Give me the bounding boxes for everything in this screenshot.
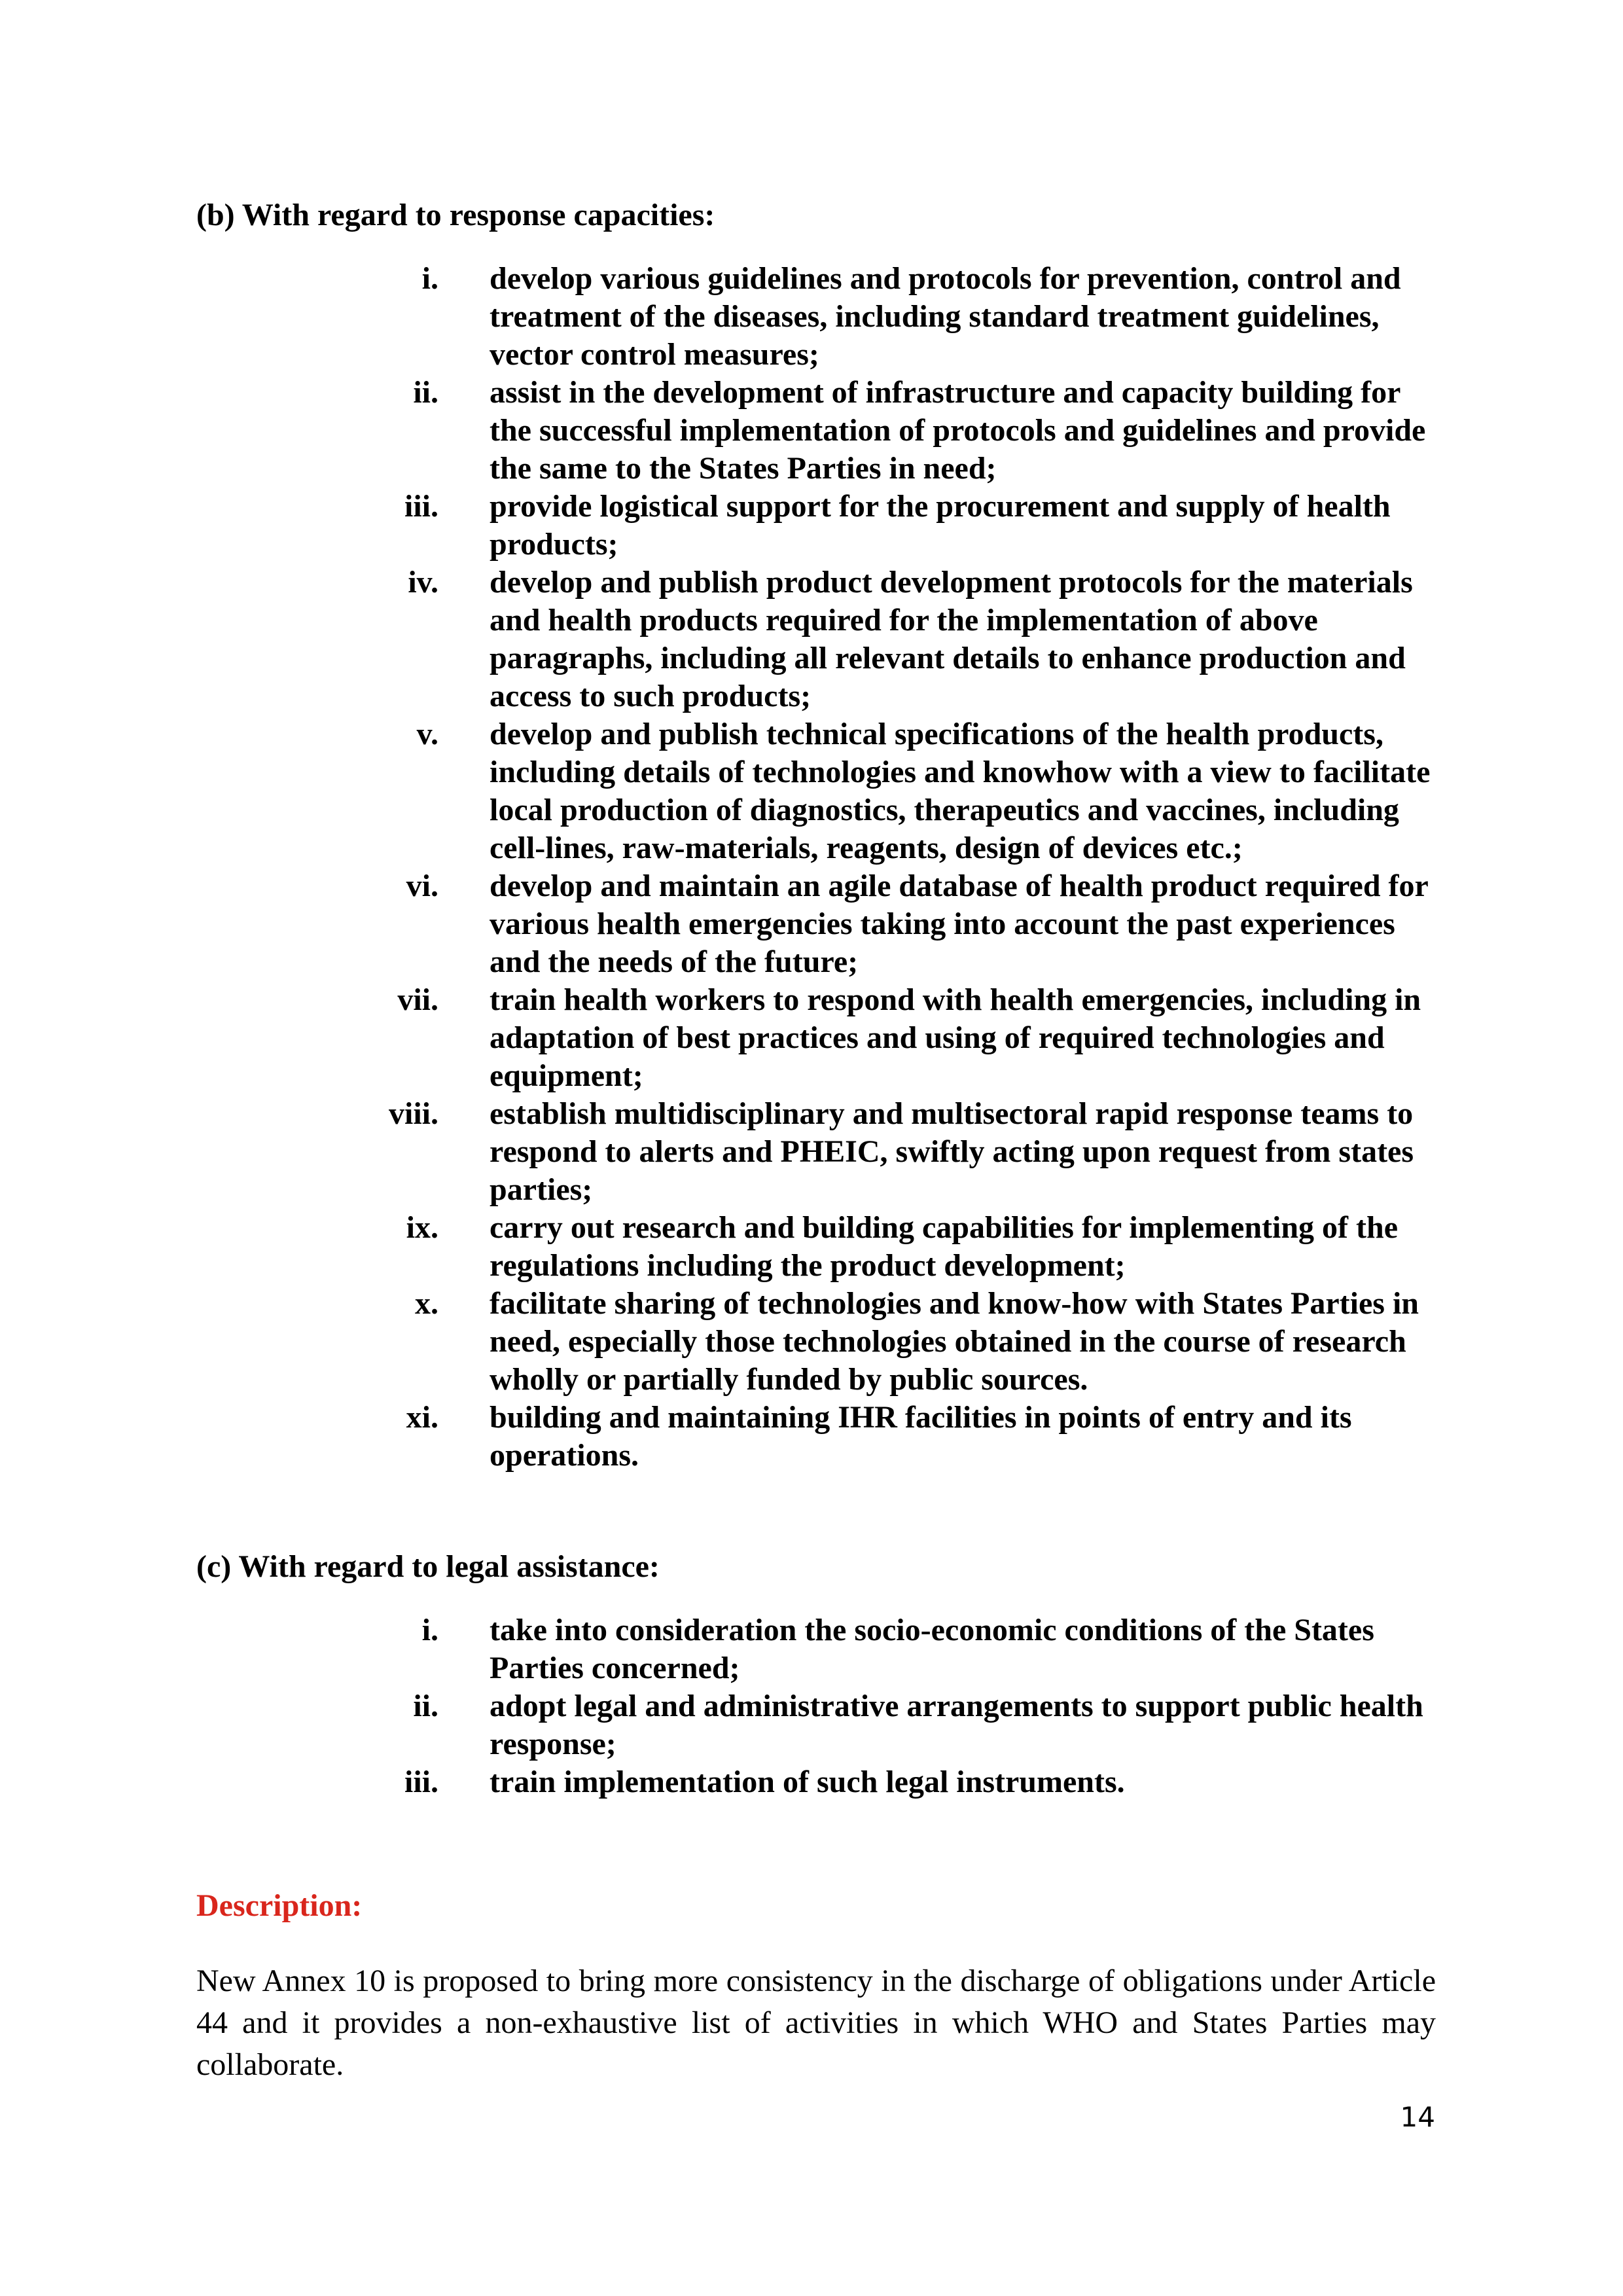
list-item [366, 488, 1440, 564]
page-number: 14 [1400, 2101, 1435, 2133]
list-item-text: train implementation of such legal instruments. [490, 1765, 1125, 1799]
list-item-text: carry out research and building capabilities for implementing of the regulations including the product development; [490, 1210, 1398, 1283]
section-c-list [366, 1611, 1440, 1801]
section-c-heading: (c) With regard to legal assistance: [196, 1549, 660, 1584]
list-item-number: i. [421, 261, 438, 296]
list-item-number: ii. [413, 375, 438, 410]
list-item [366, 1611, 1440, 1687]
list-item-text: develop and publish product development protocols for the materials and health products required for the implementation of above paragraphs, including all relevant details to enhance production and access to such products; [490, 565, 1413, 713]
list-item-number: i. [421, 1613, 438, 1647]
list-item-number: viii. [388, 1096, 438, 1131]
list-item [366, 1095, 1440, 1209]
section-b-list [366, 260, 1440, 1475]
list-item-text: facilitate sharing of technologies and know-how with States Parties in need, especially those technologies obtained in the course of research wholly or partially funded by public sources. [490, 1286, 1419, 1397]
list-item [366, 564, 1440, 715]
list-item-text: assist in the development of infrastructure and capacity building for the successful implementation of protocols and guidelines and provide the same to the States Parties in need; [490, 375, 1426, 486]
list-item-text: develop various guidelines and protocols for prevention, control and treatment of the diseases, including standard treatment guidelines, vector control measures; [490, 261, 1401, 372]
list-item-number: ii. [413, 1689, 438, 1723]
description-paragraph: New Annex 10 is proposed to bring more consistency in the discharge of obligations under Article 44 and it provides a non-exhaustive list of activities in which WHO and States Parties may collaborate. [196, 1964, 1436, 2082]
list-item-text: train health workers to respond with health emergencies, including in adaptation of best practices and using of required technologies and equipment; [490, 982, 1421, 1093]
list-item [366, 867, 1440, 981]
list-item [366, 715, 1440, 867]
list-item [366, 1285, 1440, 1399]
list-item-number: iii. [404, 1765, 438, 1799]
list-item-number: ix. [406, 1210, 438, 1245]
list-item-number: iv. [408, 565, 438, 600]
list-item-text: develop and maintain an agile database of health product required for various health emergencies taking into account the past experiences and the needs of the future; [490, 869, 1428, 979]
list-item-number: vi. [406, 869, 438, 903]
list-item-text: take into consideration the socio-economic conditions of the States Parties concerned; [490, 1613, 1374, 1685]
list-item [366, 260, 1440, 374]
list-item [366, 1687, 1440, 1763]
list-item [366, 374, 1440, 488]
list-item-number: xi. [406, 1400, 438, 1435]
list-item-number: x. [415, 1286, 438, 1321]
list-item-number: v. [416, 717, 438, 751]
list-item-text: building and maintaining IHR facilities in points of entry and its operations. [490, 1400, 1352, 1473]
list-item [366, 981, 1440, 1095]
section-b-heading: (b) With regard to response capacities: [196, 198, 715, 232]
list-item-number: vii. [397, 982, 438, 1017]
list-item [366, 1209, 1440, 1285]
list-item-text: provide logistical support for the procurement and supply of health products; [490, 489, 1391, 562]
list-item-text: establish multidisciplinary and multisectoral rapid response teams to respond to alerts and PHEIC, swiftly acting upon request from states parties; [490, 1096, 1414, 1207]
list-item [366, 1763, 1440, 1801]
list-item [366, 1399, 1440, 1475]
list-item-text: develop and publish technical specifications of the health products, including details of technologies and knowhow with a view to facilitate local production of diagnostics, therapeutics and vaccines, including cell-lines, raw-materials, reagents, design of devices etc.; [490, 717, 1431, 865]
list-item-number: iii. [404, 489, 438, 524]
description-heading: Description: [196, 1888, 363, 1923]
list-item-text: adopt legal and administrative arrangements to support public health response; [490, 1689, 1423, 1761]
